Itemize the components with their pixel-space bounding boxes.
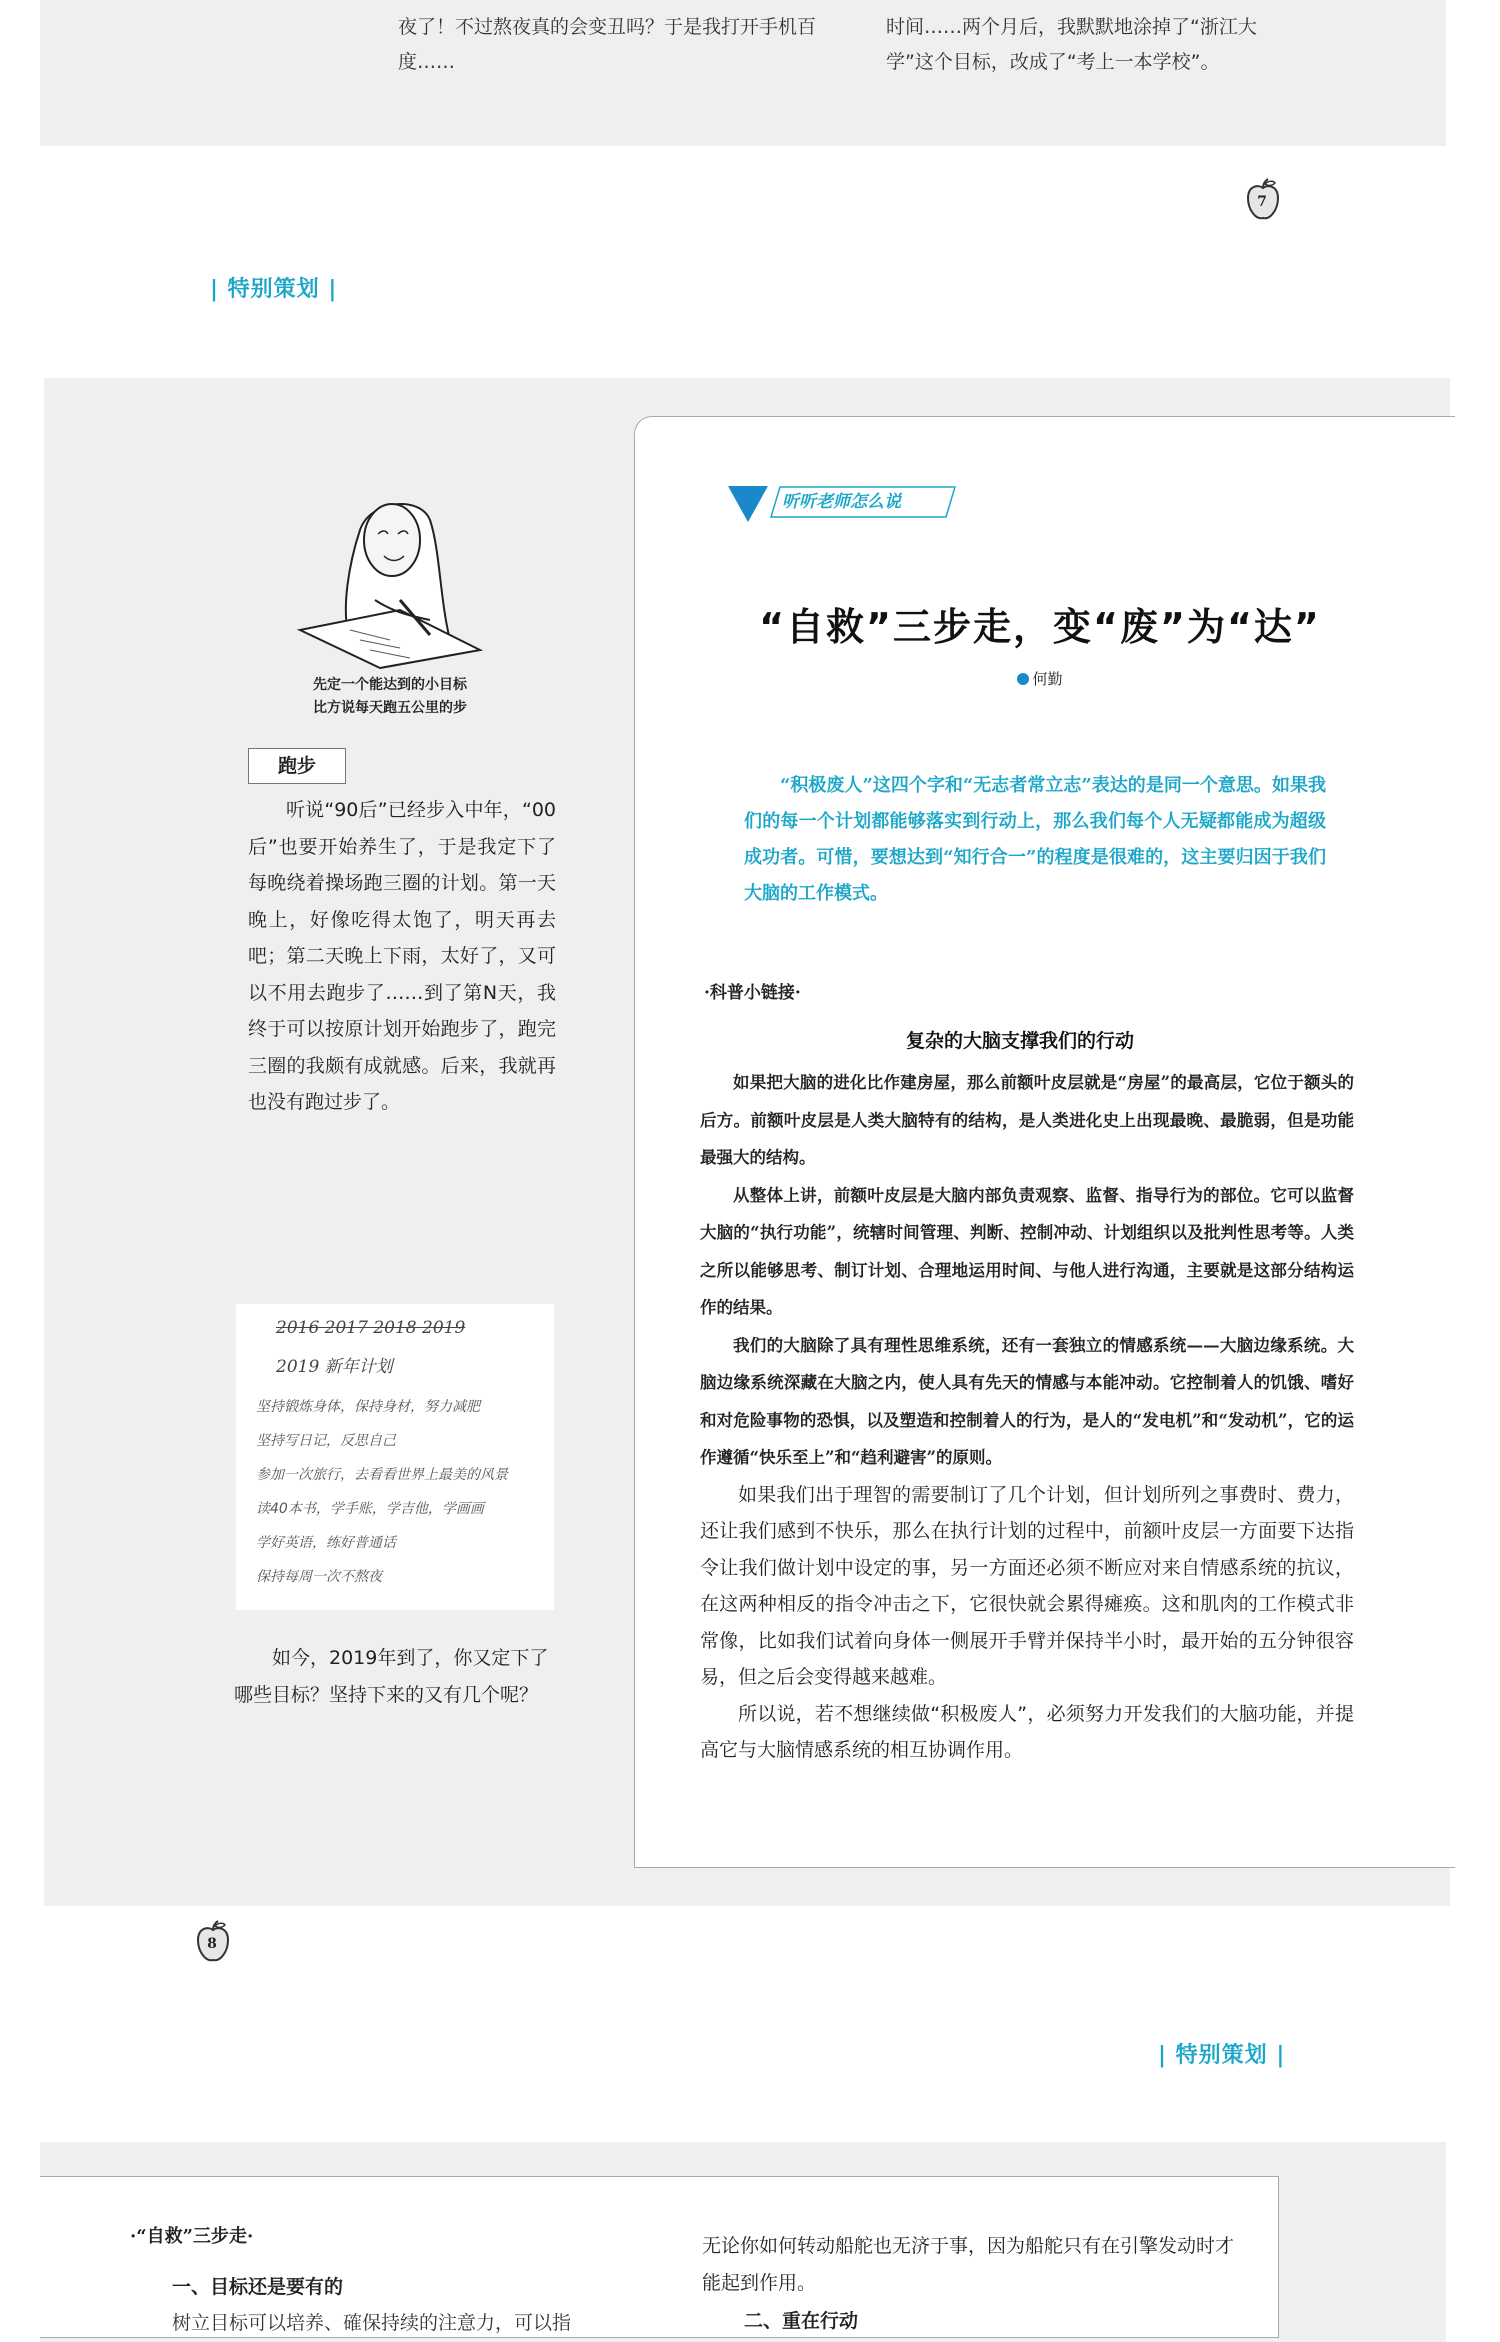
- top-text-right: 时间……两个月后，我默默地涂掉了“浙江大学”这个目标，改成了“考上一本学校”。: [886, 16, 1257, 73]
- page-number-8: [194, 1920, 232, 1964]
- top-text-left: 夜了！不过熬夜真的会变丑吗？于是我打开手机百度……: [398, 16, 817, 73]
- page-number-text: 7: [1257, 194, 1267, 210]
- article-paragraph: 从整体上讲，前额叶皮层是大脑内部负责观察、监督、指导行为的部位。它可以监督大脑的“执行功能”，统辖时间管理、判断、控制冲动、计划组织以及批判性思考等。人类之所以能够思考、制订计划、合理地运用时间、与他人进行沟通，主要就是这部分结构运作的结果。: [700, 1185, 1354, 1317]
- running-story: 听说“90后”已经步入中年，“00后”也要开始养生了，于是我定下了每晚绕着操场跑三圈的计划。第一天晚上，好像吃得太饱了，明天再去吧；第二天晚上下雨，太好了，又可以不用去跑步了……到了第N天，我终于可以按原计划开始跑步了，跑完三圈的我颇有成就感。后来，我就再也没有跑过步了。: [248, 799, 556, 1113]
- science-link-label: ·科普小链接·: [704, 983, 801, 1003]
- article-paragraph: 如果把大脑的进化比作建房屋，那么前额叶皮层就是“房屋”的最高层，它位于额头的后方。前额叶皮层是人类大脑特有的结构，是人类进化史上出现最晚、最脆弱，但是功能最强大的结构。: [700, 1073, 1354, 1167]
- note-item: 读40本书，学手账，学吉他，学画画: [256, 1501, 484, 1517]
- note-item: 学好英语，练好普通话: [256, 1535, 396, 1551]
- figure-caption: 先定一个能达到的小目标 比方说每天跑五公里的步: [313, 677, 467, 716]
- note-item: 保持每周一次不熬夜: [256, 1569, 382, 1585]
- article-paragraph: 如果我们出于理智的需要制订了几个计划，但计划所列之事费时、费力，还让我们感到不快乐，那么在执行计划的过程中，前额叶皮层一方面要下达指令让我们做计划中设定的事，另一方面还必须不断应对来自情感系统的抗议，在这两种相反的指令冲击之下，它很快就会累得瘫痪。这和肌肉的工作模式非常像，比如我们试着向身体一侧展开手臂并保持半小时，最开始的五分钟很容易，但之后会变得越来越难。: [700, 1483, 1354, 1688]
- note-years: 2016 2017 2018 2019: [276, 1318, 466, 1338]
- closing-question: 如今，2019年到了，你又定下了哪些目标？坚持下来的又有几个呢？: [234, 1647, 549, 1706]
- article-author: [980, 668, 1100, 689]
- section-label-top: | 特别策划 |: [210, 276, 338, 302]
- article-title: “自救”三步走，变“废”为“达”: [759, 605, 1321, 649]
- note-item: 坚持锻炼身体，保持身材，努力减肥: [256, 1399, 480, 1415]
- article-body: [700, 1064, 1354, 1769]
- note-title: 2019 新年计划: [276, 1357, 393, 1377]
- step2-title: 二、重在行动: [744, 2310, 859, 2332]
- tag-triangle-icon: [728, 486, 768, 522]
- section-label-bottom: | 特别策划 |: [1158, 2042, 1286, 2068]
- page-number-text: 8: [207, 1936, 217, 1952]
- author-dot-icon: [1017, 673, 1029, 685]
- article-paragraph: 所以说，若不想继续做“积极废人”，必须努力开发我们的大脑功能，并提高它与大脑情感系统的相互协调作用。: [700, 1702, 1354, 1761]
- step1-title: 一、目标还是要有的: [172, 2276, 344, 2298]
- author-name: 何勤: [1032, 670, 1063, 688]
- article-intro: “积极废人”这四个字和“无志者常立志”表达的是同一个意思。如果我们的每一个计划都能够落实到行动上，那么我们每个人无疑都能成为超级成功者。可惜，要想达到“知行合一”的程度是很难的，这主要归因于我们大脑的工作模式。: [744, 775, 1326, 904]
- page-number-7: [1244, 178, 1282, 222]
- note-item: 坚持写日记，反思自己: [256, 1433, 396, 1449]
- new-year-plan-note: [236, 1304, 554, 1610]
- steps-label: ·“自救”三步走·: [130, 2226, 254, 2247]
- bottom-right-text: 无论你如何转动船舵也无济于事，因为船舵只有在引擎发动时才能起到作用。: [702, 2235, 1235, 2294]
- article-subhead: 复杂的大脑支撑我们的行动: [905, 1030, 1134, 1052]
- step1-body: 树立目标可以培养、確保持续的注意力，可以指: [172, 2312, 572, 2334]
- writing-figure-illustration: [280, 490, 510, 670]
- article-tag: 听听老师怎么说: [782, 492, 901, 512]
- running-label: 跑步: [248, 748, 346, 784]
- article-paragraph: 我们的大脑除了具有理性思维系统，还有一套独立的情感系统——大脑边缘系统。大脑边缘系统深藏在大脑之内，使人具有先天的情感与本能冲动。它控制着人的饥饿、嗜好和对危险事物的恐惧，以及塑造和控制着人的行为，是人的“发电机”和“发动机”，它的运作遵循“快乐至上”和“趋利避害”的原则。: [700, 1335, 1354, 1467]
- note-item: 参加一次旅行，去看看世界上最美的风景: [256, 1467, 508, 1483]
